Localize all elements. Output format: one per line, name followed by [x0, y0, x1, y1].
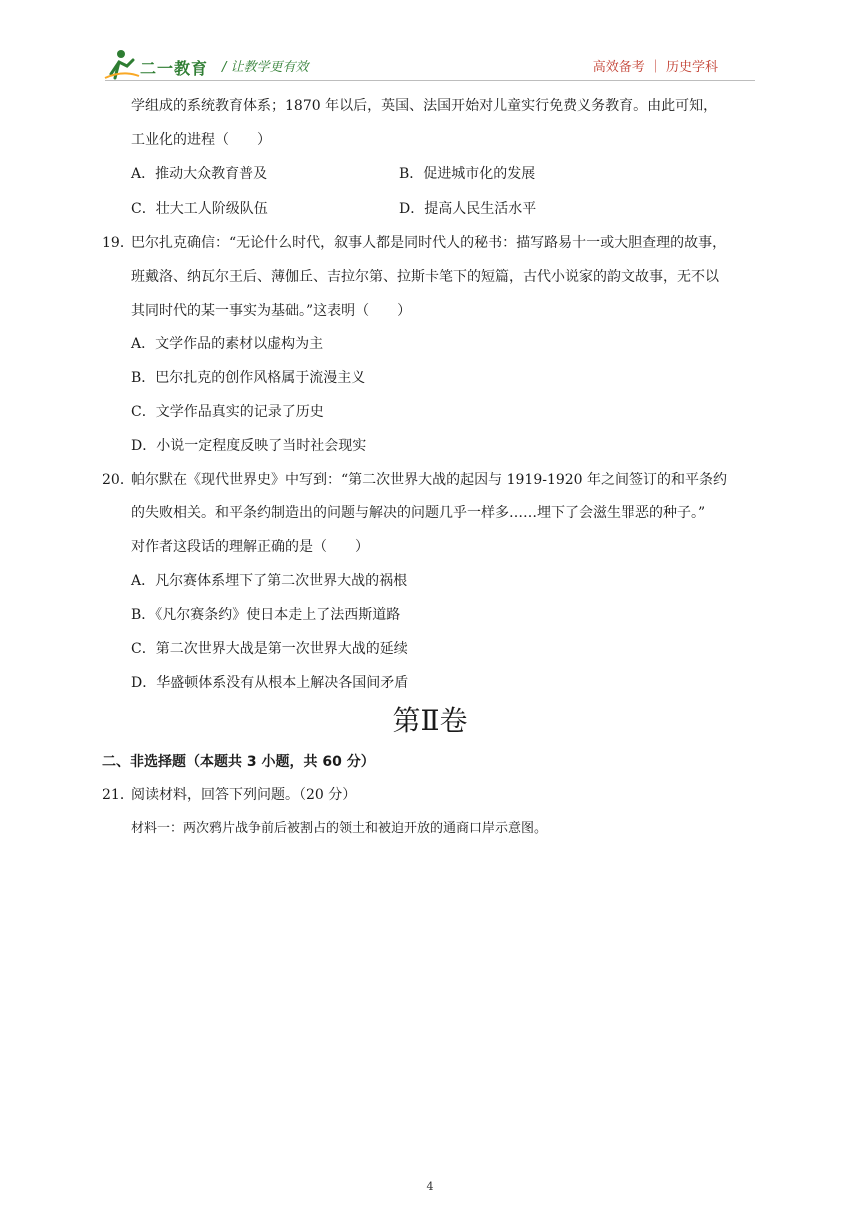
q19-option-a: A．文学作品的素材以虚构为主 [131, 336, 324, 352]
q19-line-1: 巴尔扎克确信：“无论什么时代，叙事人都是同时代人的秘书：描写路易十一或大胆查理的故事， [131, 235, 727, 251]
q18-option-a: A．推动大众教育普及 [131, 166, 268, 182]
q21-material: 材料一：两次鸦片战争前后被割占的领土和被迫开放的通商口岸示意图。 [131, 821, 548, 836]
header-subject: 高效备考 ｜ 历史学科 [592, 60, 718, 75]
q20-number: 20． [102, 472, 134, 488]
q19-line-3: 其同时代的某一事实为基础。”这表明（ ） [131, 303, 412, 319]
q20-line-2: 的失败相关。和平条约制造出的问题与解决的问题几乎一样多……埋下了会滋生罪恶的种子。” [131, 505, 706, 521]
q18-option-b: B．促进城市化的发展 [399, 166, 536, 182]
page-header [0, 0, 860, 80]
q20-line-3: 对作者这段话的理解正确的是（ ） [131, 539, 369, 555]
page-number: 4 [426, 1180, 434, 1193]
q20-option-b: B．《凡尔赛条约》使日本走上了法西斯道路 [131, 607, 401, 623]
header-divider [105, 80, 755, 81]
q21-number: 21． [102, 787, 134, 803]
q20-line-1: 帕尔默在《现代世界史》中写到：“第二次世界大战的起因与 1919-1920 年之间签订的和平条约 [131, 472, 728, 488]
section-heading: 二、非选择题（本题共 3 小题，共 60 分） [102, 754, 375, 770]
section-title: 第Ⅱ卷 [392, 704, 468, 737]
q19-option-d: D．小说一定程度反映了当时社会现实 [131, 438, 367, 454]
q20-option-a: A．凡尔赛体系埋下了第二次世界大战的祸根 [131, 573, 408, 589]
header-slogan: / 让教学更有效 [222, 60, 309, 75]
logo-text: 二一教育 [140, 59, 209, 78]
q20-option-d: D．华盛顿体系没有从根本上解决各国间矛盾 [131, 675, 409, 691]
q19-line-2: 班戴洛、纳瓦尔王后、薄伽丘、吉拉尔第、拉斯卡笔下的短篇，古代小说家的韵文故事，无不以 [131, 269, 719, 285]
q18-line-1: 学组成的系统教育体系；1870 年以后，英国、法国开始对儿童实行免费义务教育。由此可知， [131, 98, 718, 114]
q18-option-d: D．提高人民生活水平 [399, 201, 537, 217]
q20-option-c: C．第二次世界大战是第一次世界大战的延续 [131, 641, 408, 657]
q19-number: 19． [102, 235, 134, 251]
q18-option-c: C．壮大工人阶级队伍 [131, 201, 268, 217]
q19-option-b: B．巴尔扎克的创作风格属于流漫主义 [131, 370, 366, 386]
q19-option-c: C．文学作品真实的记录了历史 [131, 404, 324, 420]
q21-line-1: 阅读材料，回答下列问题。（20 分） [131, 787, 357, 803]
q18-line-2: 工业化的进程（ ） [131, 132, 271, 148]
